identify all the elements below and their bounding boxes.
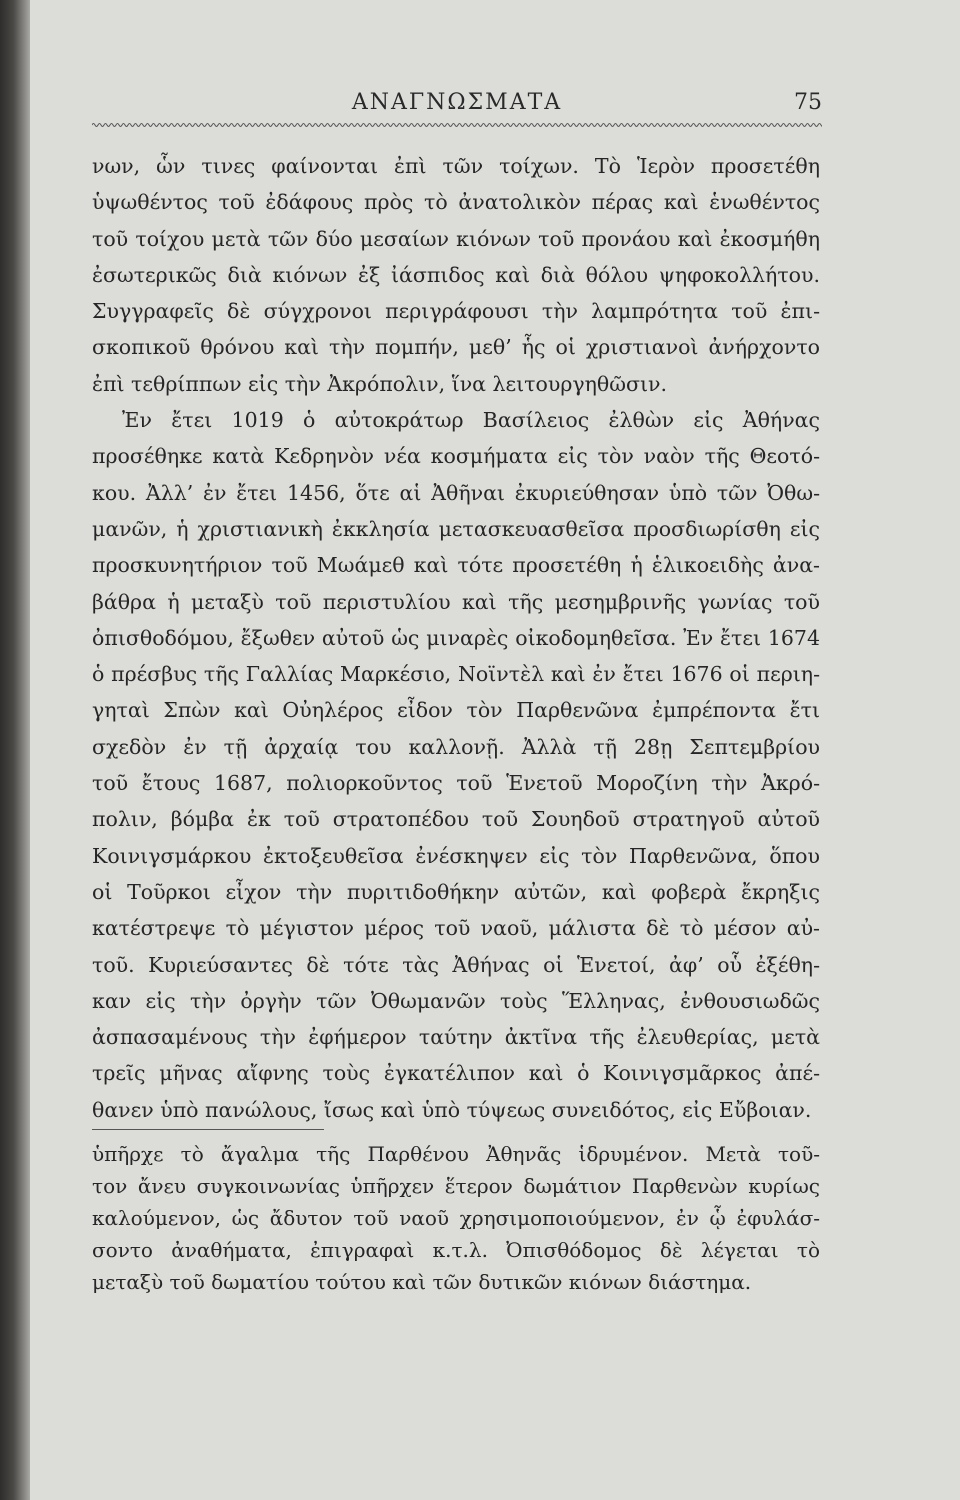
body-line: ὀπισθοδόμου, ἔξωθεν αὐτοῦ ὡς μιναρὲς οἰκοδομηθεῖσα. Ἐν ἔτει 1674 <box>92 625 820 650</box>
footnote-line: ὑπῆρχε τὸ ἄγαλμα τῆς Παρθένου Ἀθηνᾶς ἱδρυμένον. Μετὰ τοῦ- <box>92 1142 820 1166</box>
header-wavy-rule <box>92 122 822 128</box>
body-line: προσέθηκε κατὰ Κεδρηνὸν νέα κοσμήματα εἰς τὸν ναὸν τῆς Θεοτό- <box>92 444 820 469</box>
footnote-line: καλούμενον, ὡς ἄδυτον τοῦ ναοῦ χρησιμοποιούμενον, ἐν ᾧ ἐφυλάσ- <box>92 1206 820 1230</box>
body-line: τρεῖς μῆνας αἴφνης τοὺς ἐγκατέλιπον καὶ ὁ Κοινιγσμᾶρκος ἀπέ- <box>92 1061 820 1086</box>
body-line: κου. Ἀλλ’ ἐν ἔτει 1456, ὅτε αἱ Ἀθῆναι ἐκυριεύθησαν ὑπὸ τῶν Ὀθω- <box>92 480 820 505</box>
body-text <box>92 148 820 1128</box>
body-line: ὁ πρέσβυς τῆς Γαλλίας Μαρκέσιο, Νοϊντὲλ καὶ ἐν ἔτει 1676 οἱ περιη- <box>92 662 820 687</box>
body-line: μανῶν, ἡ χριστιανικὴ ἐκκλησία μετασκευασθεῖσα προσδιωρίσθη εἰς <box>92 516 820 541</box>
body-line: τοῦ τοίχου μετὰ τῶν δύο μεσαίων κιόνων τοῦ προνάου καὶ ἐκοσμήθη <box>92 226 820 251</box>
body-line: ἐπὶ τεθρίππων εἰς τὴν Ἀκρόπολιν, ἵνα λειτουργηθῶσιν. <box>92 371 667 396</box>
footnote-line: μεταξὺ τοῦ δωματίου τούτου καὶ τῶν δυτικῶν κιόνων διάστημα. <box>92 1270 752 1294</box>
page-number: 75 <box>794 90 822 115</box>
footnote <box>92 1138 820 1298</box>
body-line: πολιν, βόμβα ἐκ τοῦ στρατοπέδου τοῦ Σουηδοῦ στρατηγοῦ αὐτοῦ <box>92 807 820 832</box>
body-line: οἱ Τοῦρκοι εἶχον τὴν πυριτιδοθήκην αὐτῶν, καὶ φοβερὰ ἔκρηξις <box>92 879 820 904</box>
body-line: γηταὶ Σπὼν καὶ Οὐηλέρος εἶδον τὸν Παρθενῶνα ἐμπρέποντα ἔτι <box>92 698 820 723</box>
body-line: τοῦ ἔτους 1687, πολιορκοῦντος τοῦ Ἑνετοῦ Μοροζίνη τὴν Ἀκρό- <box>92 771 820 796</box>
body-line: σχεδὸν ἐν τῇ ἀρχαίᾳ του καλλονῇ. Ἀλλὰ τῇ 28ῃ Σεπτεμβρίου <box>92 734 820 759</box>
body-line: βάθρα ἡ μεταξὺ τοῦ περιστυλίου καὶ τῆς μεσημβρινῆς γωνίας τοῦ <box>92 589 820 614</box>
body-line: σκοπικοῦ θρόνου καὶ τὴν πομπήν, μεθ’ ἧς οἱ χριστιανοὶ ἀνήρχοντο <box>92 335 820 360</box>
body-line: ἐσωτερικῶς διὰ κιόνων ἐξ ἰάσπιδος καὶ διὰ θόλου ψηφοκολλήτου. <box>92 262 820 287</box>
body-line: Συγγραφεῖς δὲ σύγχρονοι περιγράφουσι τὴν λαμπρότητα τοῦ ἐπι- <box>92 299 820 324</box>
book-spine-shadow <box>0 0 30 1500</box>
body-line: κατέστρεψε τὸ μέγιστον μέρος τοῦ ναοῦ, μάλιστα δὲ τὸ μέσον αὐ- <box>92 916 820 941</box>
body-line: Κοινιγσμάρκου ἐκτοξευθεῖσα ἐνέσκηψεν εἰς τὸν Παρθενῶνα, ὅπου <box>92 843 820 868</box>
running-title: ΑΝΑΓΝΩΣΜΑΤΑ <box>351 90 563 115</box>
footnote-line: σοντο ἀναθήματα, ἐπιγραφαὶ κ.τ.λ. Ὀπισθόδομος δὲ λέγεται τὸ <box>92 1238 820 1262</box>
running-header <box>92 86 822 122</box>
body-line: προσκυνητήριον τοῦ Μωάμεθ καὶ τότε προσετέθη ἡ ἑλικοειδὴς ἀνα- <box>92 553 820 578</box>
footnote-line: τον ἄνευ συγκοινωνίας ὑπῆρχεν ἕτερον δωμάτιον Παρθενὼν κυρίως <box>92 1174 820 1198</box>
footnote-divider <box>92 1129 324 1130</box>
body-line: νων, ὧν τινες φαίνονται ἐπὶ τῶν τοίχων. Τὸ Ἱερὸν προσετέθη <box>92 154 820 178</box>
body-line: καν εἰς τὴν ὀργὴν τῶν Ὀθωμανῶν τοὺς Ἕλληνας, ἐνθουσιωδῶς <box>92 988 820 1013</box>
body-line: θανεν ὑπὸ πανώλους, ἴσως καὶ ὑπὸ τύψεως συνειδότος, εἰς Εὔβοιαν. <box>92 1097 812 1122</box>
body-line: Ἐν ἔτει 1019 ὁ αὐτοκράτωρ Βασίλειος ἐλθὼν εἰς Ἀθήνας <box>122 408 820 433</box>
body-line: ἀσπασαμένους τὴν ἐφήμερον ταύτην ἀκτῖνα τῆς ἐλευθερίας, μετὰ <box>92 1025 820 1050</box>
body-line: ὑψωθέντος τοῦ ἐδάφους πρὸς τὸ ἀνατολικὸν πέρας καὶ ἑνωθέντος <box>92 190 820 215</box>
body-line: τοῦ. Κυριεύσαντες δὲ τότε τὰς Ἀθήνας οἱ Ἑνετοί, ἀφ’ οὗ ἐξέθη- <box>92 952 820 977</box>
